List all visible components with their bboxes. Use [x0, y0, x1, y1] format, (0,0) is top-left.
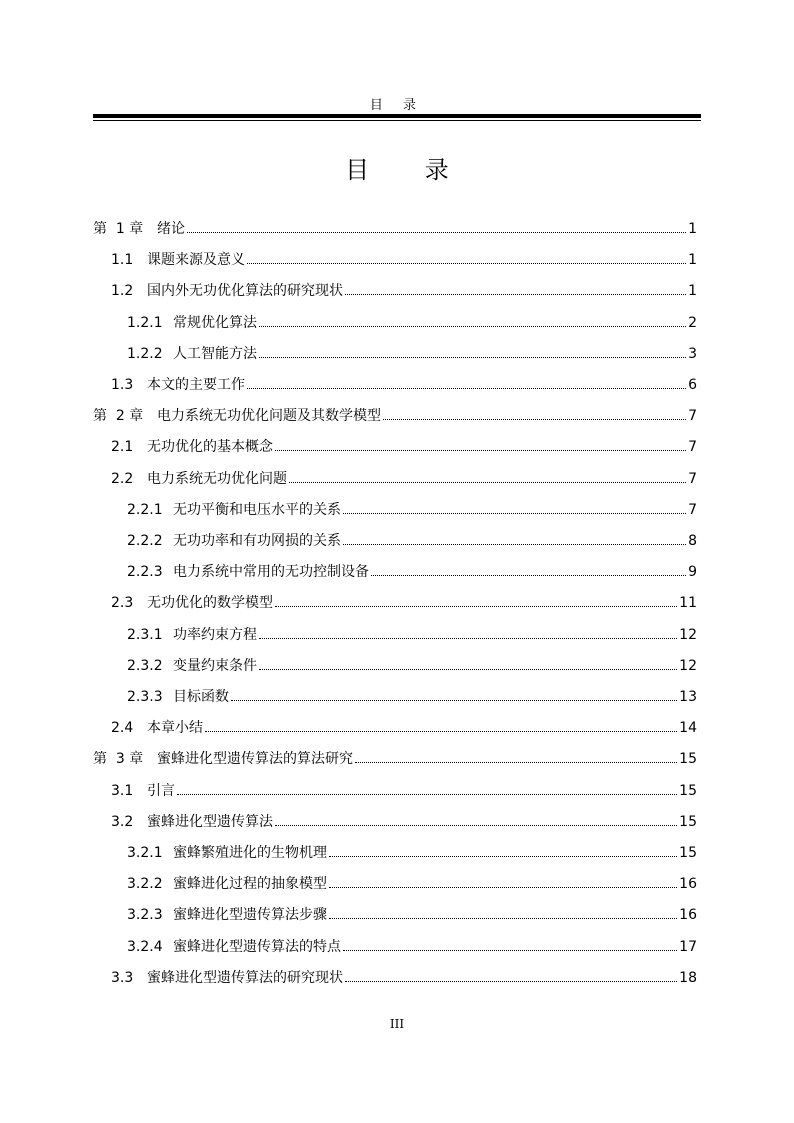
toc-entry-number: 1.3 [111, 377, 134, 393]
toc-entry-page: 15 [679, 813, 697, 830]
toc-entry[interactable] [127, 343, 697, 374]
toc-entry-title: 电力系统无功优化问题及其数学模型 [157, 408, 381, 425]
toc-entry[interactable] [127, 655, 697, 686]
toc-entry-number: 2.3.3 [127, 689, 163, 705]
toc-entry-number: 第 2 章 [93, 408, 144, 425]
toc-entry-number: 3.2.3 [127, 907, 163, 924]
dot-leader [205, 731, 677, 732]
dot-leader [275, 606, 677, 607]
toc-entry-number: 3.1 [111, 782, 134, 799]
toc-entry-title: 蜜蜂进化型遗传算法步骤 [173, 907, 327, 924]
toc-entry[interactable] [93, 405, 697, 436]
dot-leader [343, 950, 677, 951]
dot-leader [329, 918, 677, 919]
toc-entry-title: 电力系统无功优化问题 [147, 470, 287, 487]
page-title: 目 录 [345, 156, 473, 184]
toc-entry-page: 18 [679, 969, 697, 986]
toc-entry-page: 12 [679, 657, 697, 674]
toc-entry-page: 11 [679, 595, 697, 612]
header-rule [93, 114, 701, 118]
toc-entry-title: 常规优化算法 [173, 314, 257, 331]
dot-leader [187, 232, 686, 233]
toc-entry-number: 第 3 章 [93, 751, 144, 768]
toc-entry[interactable] [111, 468, 697, 499]
toc-entry-number: 3.2.1 [127, 845, 163, 861]
toc-entry-page: 7 [688, 470, 697, 487]
toc-entry[interactable] [127, 530, 697, 561]
toc-entry-number: 1.2.1 [127, 314, 163, 331]
toc-entry-number: 2.2.3 [127, 564, 163, 581]
dot-leader [329, 856, 677, 857]
toc-entry-title: 蜜蜂进化型遗传算法的特点 [173, 938, 341, 955]
toc-entry-number: 3.2.4 [127, 938, 163, 955]
toc-entry-page: 15 [679, 751, 697, 768]
dot-leader [259, 357, 686, 358]
toc-entry[interactable] [111, 967, 697, 998]
dot-leader [259, 638, 677, 639]
dot-leader [343, 513, 686, 514]
toc-entry-number: 2.2.1 [127, 501, 163, 518]
toc-entry-number: 2.3.1 [127, 626, 163, 643]
toc-entry-page: 7 [688, 501, 697, 518]
toc-entry-number: 2.2.2 [127, 533, 163, 549]
toc-entry[interactable] [127, 624, 697, 655]
toc-entry-title: 功率约束方程 [173, 626, 257, 643]
toc-entry-title: 蜜蜂繁殖进化的生物机理 [173, 845, 327, 861]
toc-entry[interactable] [111, 249, 697, 280]
dot-leader [329, 887, 677, 888]
toc-entry-number: 第 1 章 [93, 221, 144, 237]
toc-entry[interactable] [111, 780, 697, 811]
toc-entry[interactable] [127, 842, 697, 873]
toc-entry-page: 1 [688, 221, 697, 237]
toc-entry-title: 国内外无功优化算法的研究现状 [147, 283, 343, 300]
toc-entry-number: 1.1 [111, 252, 134, 269]
dot-leader [247, 388, 686, 389]
toc-entry-page: 16 [679, 876, 697, 893]
toc-entry-title: 蜜蜂进化型遗传算法的研究现状 [147, 969, 343, 986]
toc-entry[interactable] [127, 561, 697, 592]
toc-entry-number: 2.1 [111, 439, 134, 456]
toc-entry[interactable] [111, 811, 697, 842]
toc-entry-title: 蜜蜂进化型遗传算法的算法研究 [157, 751, 353, 768]
toc-entry-number: 2.3 [111, 595, 134, 612]
dot-leader [275, 825, 677, 826]
toc-entry-page: 9 [688, 564, 697, 581]
toc-entry-number: 3.2 [111, 813, 134, 830]
toc-entry-page: 13 [679, 689, 697, 705]
toc-entry-title: 蜜蜂进化型遗传算法 [147, 813, 273, 830]
toc-entry-title: 课题来源及意义 [147, 252, 245, 269]
toc-entry-title: 本文的主要工作 [147, 377, 245, 393]
toc-entry-number: 3.2.2 [127, 876, 163, 893]
dot-leader [355, 762, 677, 763]
toc-entry[interactable] [127, 873, 697, 904]
toc-entry-title: 无功功率和有功网损的关系 [173, 533, 341, 549]
header-rule-thin [93, 120, 701, 121]
dot-leader [383, 419, 686, 420]
toc-entry-page: 6 [688, 377, 697, 393]
toc-entry-title: 变量约束条件 [173, 657, 257, 674]
dot-leader [231, 700, 677, 701]
toc-entry-number: 1.2 [111, 283, 134, 300]
toc-entry-page: 1 [688, 252, 697, 269]
toc-entry-title: 无功优化的数学模型 [147, 595, 273, 612]
toc-entry-page: 2 [688, 314, 697, 331]
toc-entry[interactable] [127, 686, 697, 717]
dot-leader [259, 326, 686, 327]
dot-leader [247, 263, 686, 264]
toc-entry-page: 3 [688, 345, 697, 362]
toc-entry-number: 1.2.2 [127, 345, 163, 362]
toc-entry-title: 绪论 [157, 221, 185, 237]
toc-entry-page: 7 [688, 439, 697, 456]
dot-leader [371, 575, 686, 576]
toc-entry-page: 12 [679, 626, 697, 643]
dot-leader [343, 544, 686, 545]
page-number: III [389, 1017, 405, 1031]
dot-leader [345, 981, 677, 982]
toc-entry-number: 2.2 [111, 470, 134, 487]
dot-leader [275, 450, 686, 451]
dot-leader [345, 294, 686, 295]
toc-entry[interactable] [111, 280, 697, 311]
toc-entry-page: 1 [688, 283, 697, 300]
toc-entry-page: 17 [679, 938, 697, 955]
toc-entry-title: 目标函数 [173, 689, 229, 705]
toc-entry[interactable] [127, 312, 697, 343]
toc-entry[interactable] [111, 436, 697, 467]
toc-entry[interactable] [111, 717, 697, 748]
toc-entry-title: 电力系统中常用的无功控制设备 [173, 564, 369, 581]
toc-entry[interactable] [93, 218, 697, 249]
toc-entry[interactable] [127, 936, 697, 967]
toc-entry-page: 7 [688, 408, 697, 425]
dot-leader [259, 669, 677, 670]
toc-entry[interactable] [127, 904, 697, 935]
dot-leader [177, 794, 677, 795]
toc-entry-number: 2.4 [111, 720, 134, 737]
toc-entry-title: 无功优化的基本概念 [147, 439, 273, 456]
toc-entry[interactable] [111, 374, 697, 405]
toc-entry[interactable] [111, 592, 697, 623]
toc-entry-title: 本章小结 [147, 720, 203, 737]
toc-entry-page: 8 [688, 533, 697, 549]
running-header: 目 录 [369, 98, 425, 113]
toc-entry-page: 14 [679, 720, 697, 737]
toc-entry-number: 2.3.2 [127, 657, 163, 674]
toc-entry-page: 16 [679, 907, 697, 924]
toc-entry-title: 无功平衡和电压水平的关系 [173, 501, 341, 518]
toc-entry-page: 15 [679, 845, 697, 861]
toc-entry[interactable] [127, 499, 697, 530]
dot-leader [289, 482, 686, 483]
toc-entry[interactable] [93, 748, 697, 779]
toc-entry-title: 蜜蜂进化过程的抽象模型 [173, 876, 327, 893]
toc-entry-title: 引言 [147, 782, 175, 799]
toc-entry-number: 3.3 [111, 969, 134, 986]
toc-entry-title: 人工智能方法 [173, 345, 257, 362]
toc-entry-page: 15 [679, 782, 697, 799]
